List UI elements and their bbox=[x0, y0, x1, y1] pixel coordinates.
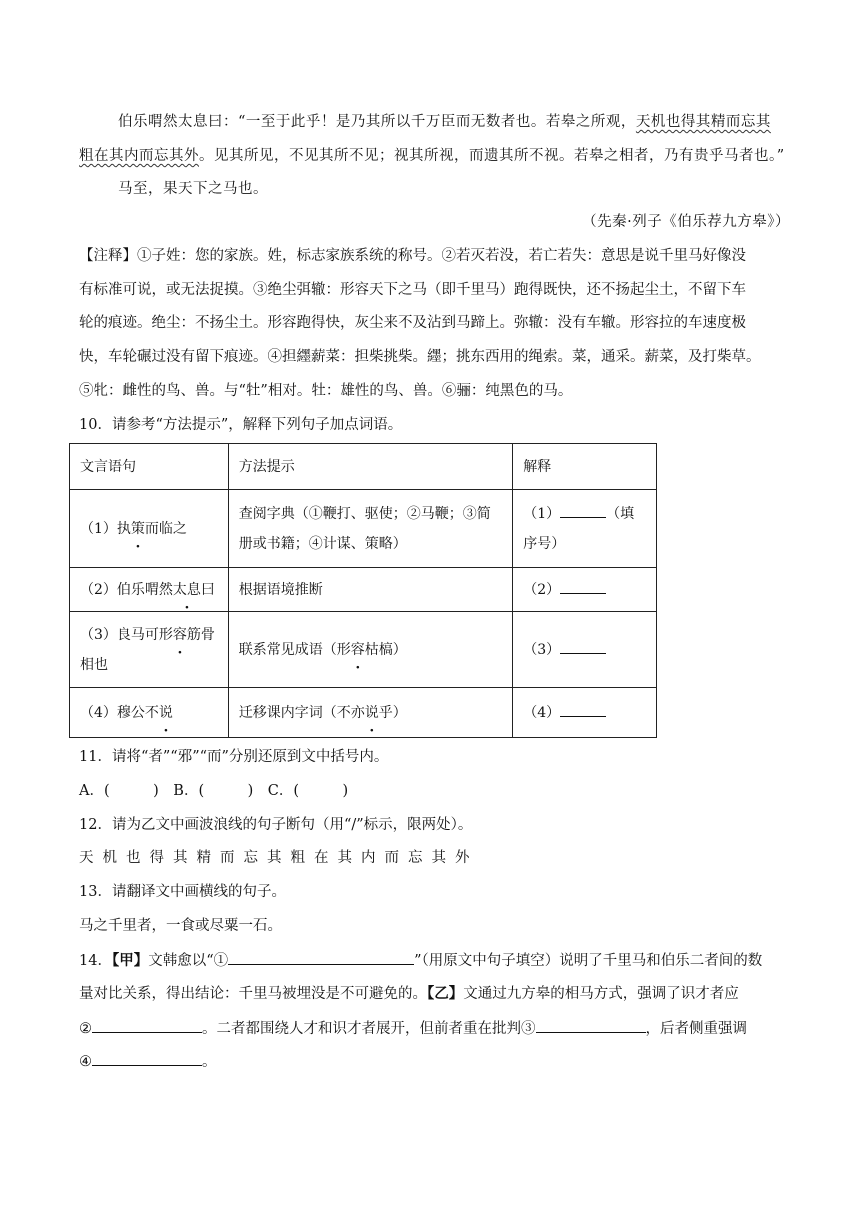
method-table bbox=[69, 443, 657, 738]
row-sentence: （2）伯乐喟然太息曰 bbox=[70, 568, 229, 612]
row-hint: 迁移课内字词（不亦说乎） bbox=[228, 688, 512, 738]
answer-blank[interactable] bbox=[560, 579, 606, 594]
notes-line-3: 轮的痕迹。绝尘：不扬尘土。形容跑得快，灰尘来不及沾到马蹄上。弥辙：没有车辙。形容拉的车速度极 bbox=[79, 315, 746, 331]
header-answer: 解释 bbox=[513, 444, 657, 490]
q12-sentence: 天机也得其精而忘其粗在其内而忘其外 bbox=[79, 850, 479, 866]
answer-blank[interactable] bbox=[560, 503, 606, 518]
notes-label: 【注释】 bbox=[79, 248, 137, 264]
notes-line-5: ⑤牝：雌性的鸟、兽。与“牡”相对。牡：雄性的鸟、兽。⑥骊：纯黑色的马。 bbox=[79, 383, 573, 399]
passage-text: 伯乐喟然太息曰：“一至于此乎！是乃其所以千万臣而无数者也。若皋之所观， bbox=[118, 114, 636, 130]
dotted-word: 容 bbox=[350, 641, 365, 658]
notes-line-2: 有标准可说，或无法捉摸。③绝尘弭辙：形容天下之马（即千里马）跑得既快，还不扬起尘土，不留下车 bbox=[79, 282, 746, 298]
wavy-underlined-text: 天机也得其精而忘其 bbox=[635, 114, 771, 130]
row-sentence: （4）穆公不说 bbox=[70, 688, 229, 738]
row-hint: 查阅字典（①鞭打、驱使；②马鞭；③简册或书籍；④计谋、策略） bbox=[228, 490, 512, 568]
header-sentence: 文言语句 bbox=[70, 444, 229, 490]
q10-prompt: 10．请参考“方法提示”，解释下列句子加点词语。 bbox=[79, 417, 403, 433]
q14-line-2: 量对比关系，得出结论：千里马被埋没是不可避免的。【乙】文通过九方皋的相马方式，强调了识才者应 bbox=[79, 985, 739, 1002]
header-hint: 方法提示 bbox=[228, 444, 512, 490]
dotted-word: 容 bbox=[172, 626, 187, 643]
row-hint: 联系常见成语（形容枯槁） bbox=[228, 612, 512, 688]
dotted-word: 太息 bbox=[172, 581, 201, 598]
q12-prompt: 12．请为乙文中画波浪线的句子断句（用“/”标示，限两处）。 bbox=[79, 817, 473, 833]
q11-options: A．( ) B．( ) C．( ) bbox=[79, 783, 349, 799]
q11-prompt: 11．请将“者”“邪”“而”分别还原到文中括号内。 bbox=[79, 749, 389, 765]
dotted-word: 说 bbox=[158, 704, 173, 721]
passage-source: （先秦·列子《伯乐荐九方皋》） bbox=[582, 214, 790, 230]
q13-sentence: 马之千里者，一食或尽粟一石。 bbox=[79, 918, 282, 934]
answer-blank-1[interactable] bbox=[228, 950, 414, 965]
table-row bbox=[70, 612, 657, 688]
answer-blank-2[interactable] bbox=[92, 1018, 202, 1033]
table-row bbox=[70, 568, 657, 612]
passage-line-2 bbox=[79, 146, 789, 166]
row-sentence: （3）良马可形容筋骨相也 bbox=[70, 612, 229, 688]
row-hint: 根据语境推断 bbox=[228, 568, 512, 612]
row-answer: （4） bbox=[513, 688, 657, 738]
tag-yi: 【乙】 bbox=[427, 985, 464, 1002]
passage-line-3: 马至，果天下之马也。 bbox=[118, 181, 268, 197]
q14-line-1: 14．【甲】文韩愈以“① ”（用原文中句子填空）说明了千里马和伯乐二者间的数 bbox=[79, 952, 763, 969]
q14-line-4: ④ 。 bbox=[79, 1051, 789, 1072]
passage-line-1 bbox=[118, 112, 828, 132]
row-sentence: （1）执策而临之 bbox=[70, 490, 229, 568]
passage-text: 。见其所见，不见其所不见；视其所视，而遗其所不视。若皋之相者，乃有贵乎马者也。” bbox=[199, 148, 785, 164]
notes-text: ①子姓：您的家族。姓，标志家族系统的称号。②若灭若没，若亡若失：意思是说千里马好像没 bbox=[137, 248, 746, 264]
row-answer: （3） bbox=[513, 612, 657, 688]
wavy-underlined-text: 粗在其内而忘其外 bbox=[79, 148, 199, 164]
answer-blank[interactable] bbox=[560, 639, 606, 654]
q13-prompt: 13．请翻译文中画横线的句子。 bbox=[79, 884, 286, 900]
tag-jia: 【甲】 bbox=[111, 952, 149, 969]
answer-blank-4[interactable] bbox=[92, 1051, 202, 1066]
notes-line-1 bbox=[79, 246, 789, 266]
row-answer: （1） （填序号） bbox=[513, 490, 657, 568]
table-row bbox=[70, 490, 657, 568]
dotted-word: 说 bbox=[364, 704, 379, 721]
notes-line-4: 快，车轮碾过没有留下痕迹。④担纆薪菜：担柴挑柴。纆；挑东西用的绳索。菜，通采。薪菜，及打柴草。 bbox=[79, 349, 761, 365]
row-answer: （2） bbox=[513, 568, 657, 612]
q14-line-3: ② 。二者都围绕人才和识才者展开，但前者重在批判③ ，后者侧重强调 bbox=[79, 1018, 789, 1039]
answer-blank-3[interactable] bbox=[536, 1018, 646, 1033]
table-header-row bbox=[70, 444, 657, 490]
answer-blank[interactable] bbox=[560, 702, 606, 717]
table-row bbox=[70, 688, 657, 738]
dotted-word: 策 bbox=[130, 520, 145, 537]
